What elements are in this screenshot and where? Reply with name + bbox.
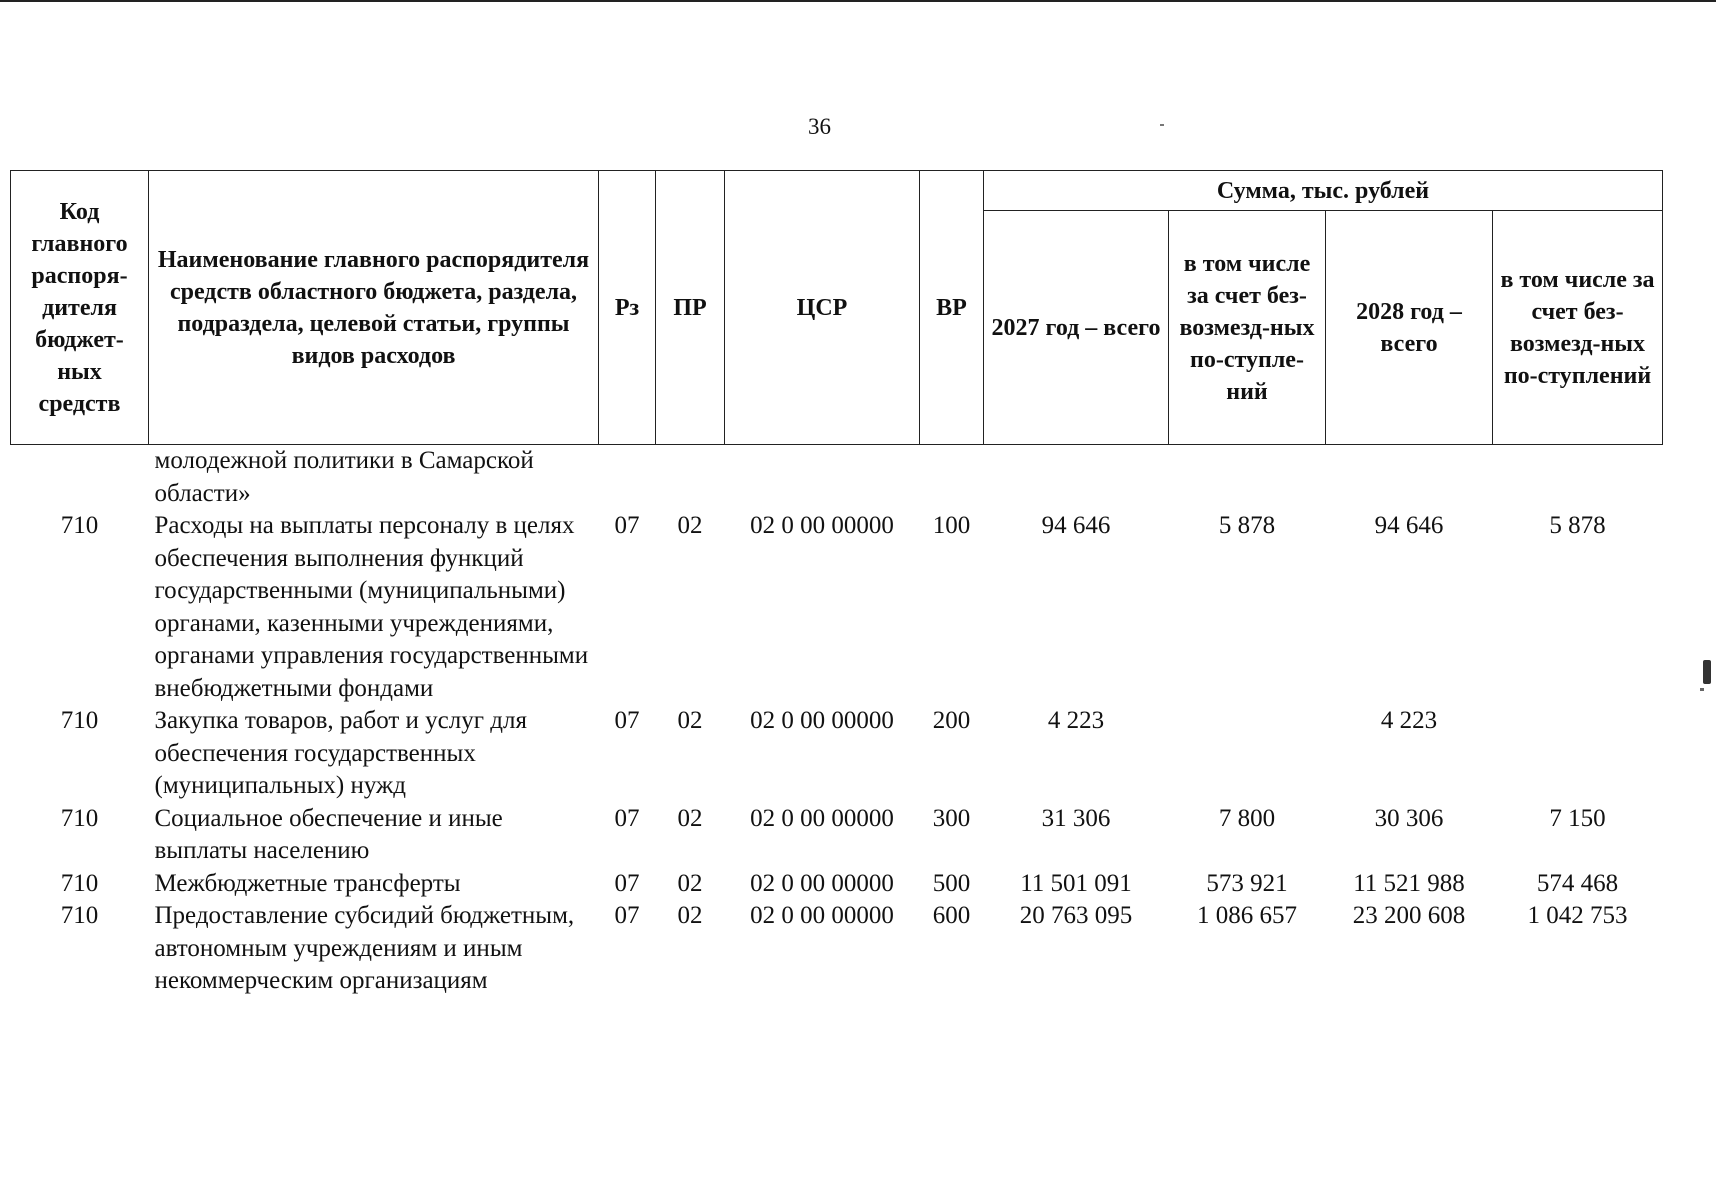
cell-code: 710 xyxy=(60,902,99,929)
table-row xyxy=(11,803,1663,868)
cell-name: Расходы на выплаты персоналу в целях обеспечения выполнения функций государственными (муниципальными) органами, казенными учреждениями, органами управления государственными внебюджетными фондами xyxy=(154,512,589,702)
cell-code: 710 xyxy=(60,512,99,539)
table-row xyxy=(11,510,1663,705)
cell-2027-free: 7 800 xyxy=(1218,804,1276,832)
cell-rz: 07 xyxy=(614,804,640,832)
cell-name: Социальное обеспечение и иные выплаты населению xyxy=(154,804,503,864)
cell-pr xyxy=(656,445,725,511)
cell-2028-total: 11 521 988 xyxy=(1353,869,1465,897)
scan-edge-mark xyxy=(1700,688,1704,691)
page-number: 36 xyxy=(808,114,831,139)
header-csr: ЦСР xyxy=(725,171,920,445)
cell-name: Закупка товаров, работ и услуг для обеспечения государственных (муниципальных) нужд xyxy=(154,707,527,799)
cell-vr: 300 xyxy=(932,804,971,832)
cell-pr: 02 xyxy=(677,902,703,929)
cell-rz: 07 xyxy=(614,869,640,897)
cell-rz: 07 xyxy=(614,707,640,734)
cell-2027-free: 5 878 xyxy=(1218,512,1276,539)
cell-csr: 02 0 00 00000 xyxy=(750,804,894,832)
table-row xyxy=(11,445,1663,511)
cell-2028-free: 574 468 xyxy=(1536,869,1619,897)
cell-2027-total: 94 646 xyxy=(1041,512,1111,539)
cell-2027-total: 31 306 xyxy=(1041,804,1111,832)
header-2027-total: 2027 год – всего xyxy=(984,211,1169,445)
cell-name: Предоставление субсидий бюджетным, автономным учреждениям и иным некоммерческим организациям xyxy=(154,902,575,994)
header-sum-group: Сумма, тыс. рублей xyxy=(984,171,1663,211)
cell-pr: 02 xyxy=(677,869,703,897)
cell-2028-total: 94 646 xyxy=(1374,512,1444,539)
cell-2028-total: 4 223 xyxy=(1380,707,1438,734)
header-name: Наименование главного распорядителя средств областного бюджета, раздела, подраздела, целевой статьи, группы видов расходов xyxy=(149,171,599,445)
page-top-edge xyxy=(0,0,1716,2)
cell-2027-total: 20 763 095 xyxy=(1019,902,1133,929)
cell-pr: 02 xyxy=(677,512,703,539)
cell-pr: 02 xyxy=(677,804,703,832)
table-row xyxy=(11,705,1663,803)
cell-rz: 07 xyxy=(614,512,640,539)
cell-pr: 02 xyxy=(677,707,703,734)
cell-code: 710 xyxy=(60,869,99,897)
cell-code: 710 xyxy=(60,804,99,832)
budget-table xyxy=(10,170,1663,998)
cell-vr: 600 xyxy=(932,902,971,929)
header-2028-free-receipts: в том числе за счет без-возмезд-ных по-ступлений xyxy=(1493,211,1663,445)
cell-vr xyxy=(920,445,984,511)
cell-2028-free: 7 150 xyxy=(1549,804,1606,832)
cell-code: 710 xyxy=(60,707,99,734)
header-rz: Рз xyxy=(599,171,656,445)
cell-vr: 500 xyxy=(932,869,971,897)
cell-2027-total xyxy=(984,445,1169,511)
cell-2027-total: 11 501 091 xyxy=(1020,869,1132,897)
cell-2028-free: 5 878 xyxy=(1549,512,1606,539)
cell-2028-total xyxy=(1326,445,1493,511)
cell-rz: 07 xyxy=(614,902,640,929)
cell-csr xyxy=(725,445,920,511)
cell-rz xyxy=(599,445,656,511)
cell-vr: 100 xyxy=(932,512,971,539)
scan-edge-mark xyxy=(1703,660,1711,684)
header-pr: ПР xyxy=(656,171,725,445)
table-row xyxy=(11,900,1663,998)
cell-code xyxy=(11,445,149,511)
header-2028-total: 2028 год – всего xyxy=(1326,211,1493,445)
cell-2027-free: 1 086 657 xyxy=(1197,902,1297,929)
cell-csr: 02 0 00 00000 xyxy=(750,869,894,897)
cell-name: молодежной политики в Самарской области» xyxy=(154,447,534,507)
table-row xyxy=(11,868,1663,901)
scan-speck xyxy=(1160,124,1164,126)
cell-csr: 02 0 00 00000 xyxy=(750,707,894,734)
cell-2027-free xyxy=(1169,445,1326,511)
cell-2028-free xyxy=(1493,445,1663,511)
cell-csr: 02 0 00 00000 xyxy=(750,512,894,539)
header-vr: ВР xyxy=(920,171,984,445)
cell-2028-free: 1 042 753 xyxy=(1527,902,1628,929)
cell-2027-free: 573 921 xyxy=(1206,869,1288,897)
cell-name: Межбюджетные трансферты xyxy=(154,869,461,897)
cell-2028-free xyxy=(1493,705,1663,803)
header-code: Код главного распоря-дителя бюджет-ных средств xyxy=(11,171,149,445)
cell-2027-total: 4 223 xyxy=(1047,707,1105,734)
header-2027-free-receipts: в том числе за счет без-возмезд-ных по-ступле-ний xyxy=(1169,211,1326,445)
cell-2027-free xyxy=(1169,705,1326,803)
cell-2028-total: 30 306 xyxy=(1374,804,1444,832)
cell-vr: 200 xyxy=(932,707,971,734)
cell-csr: 02 0 00 00000 xyxy=(750,902,894,929)
cell-2028-total: 23 200 608 xyxy=(1352,902,1466,929)
